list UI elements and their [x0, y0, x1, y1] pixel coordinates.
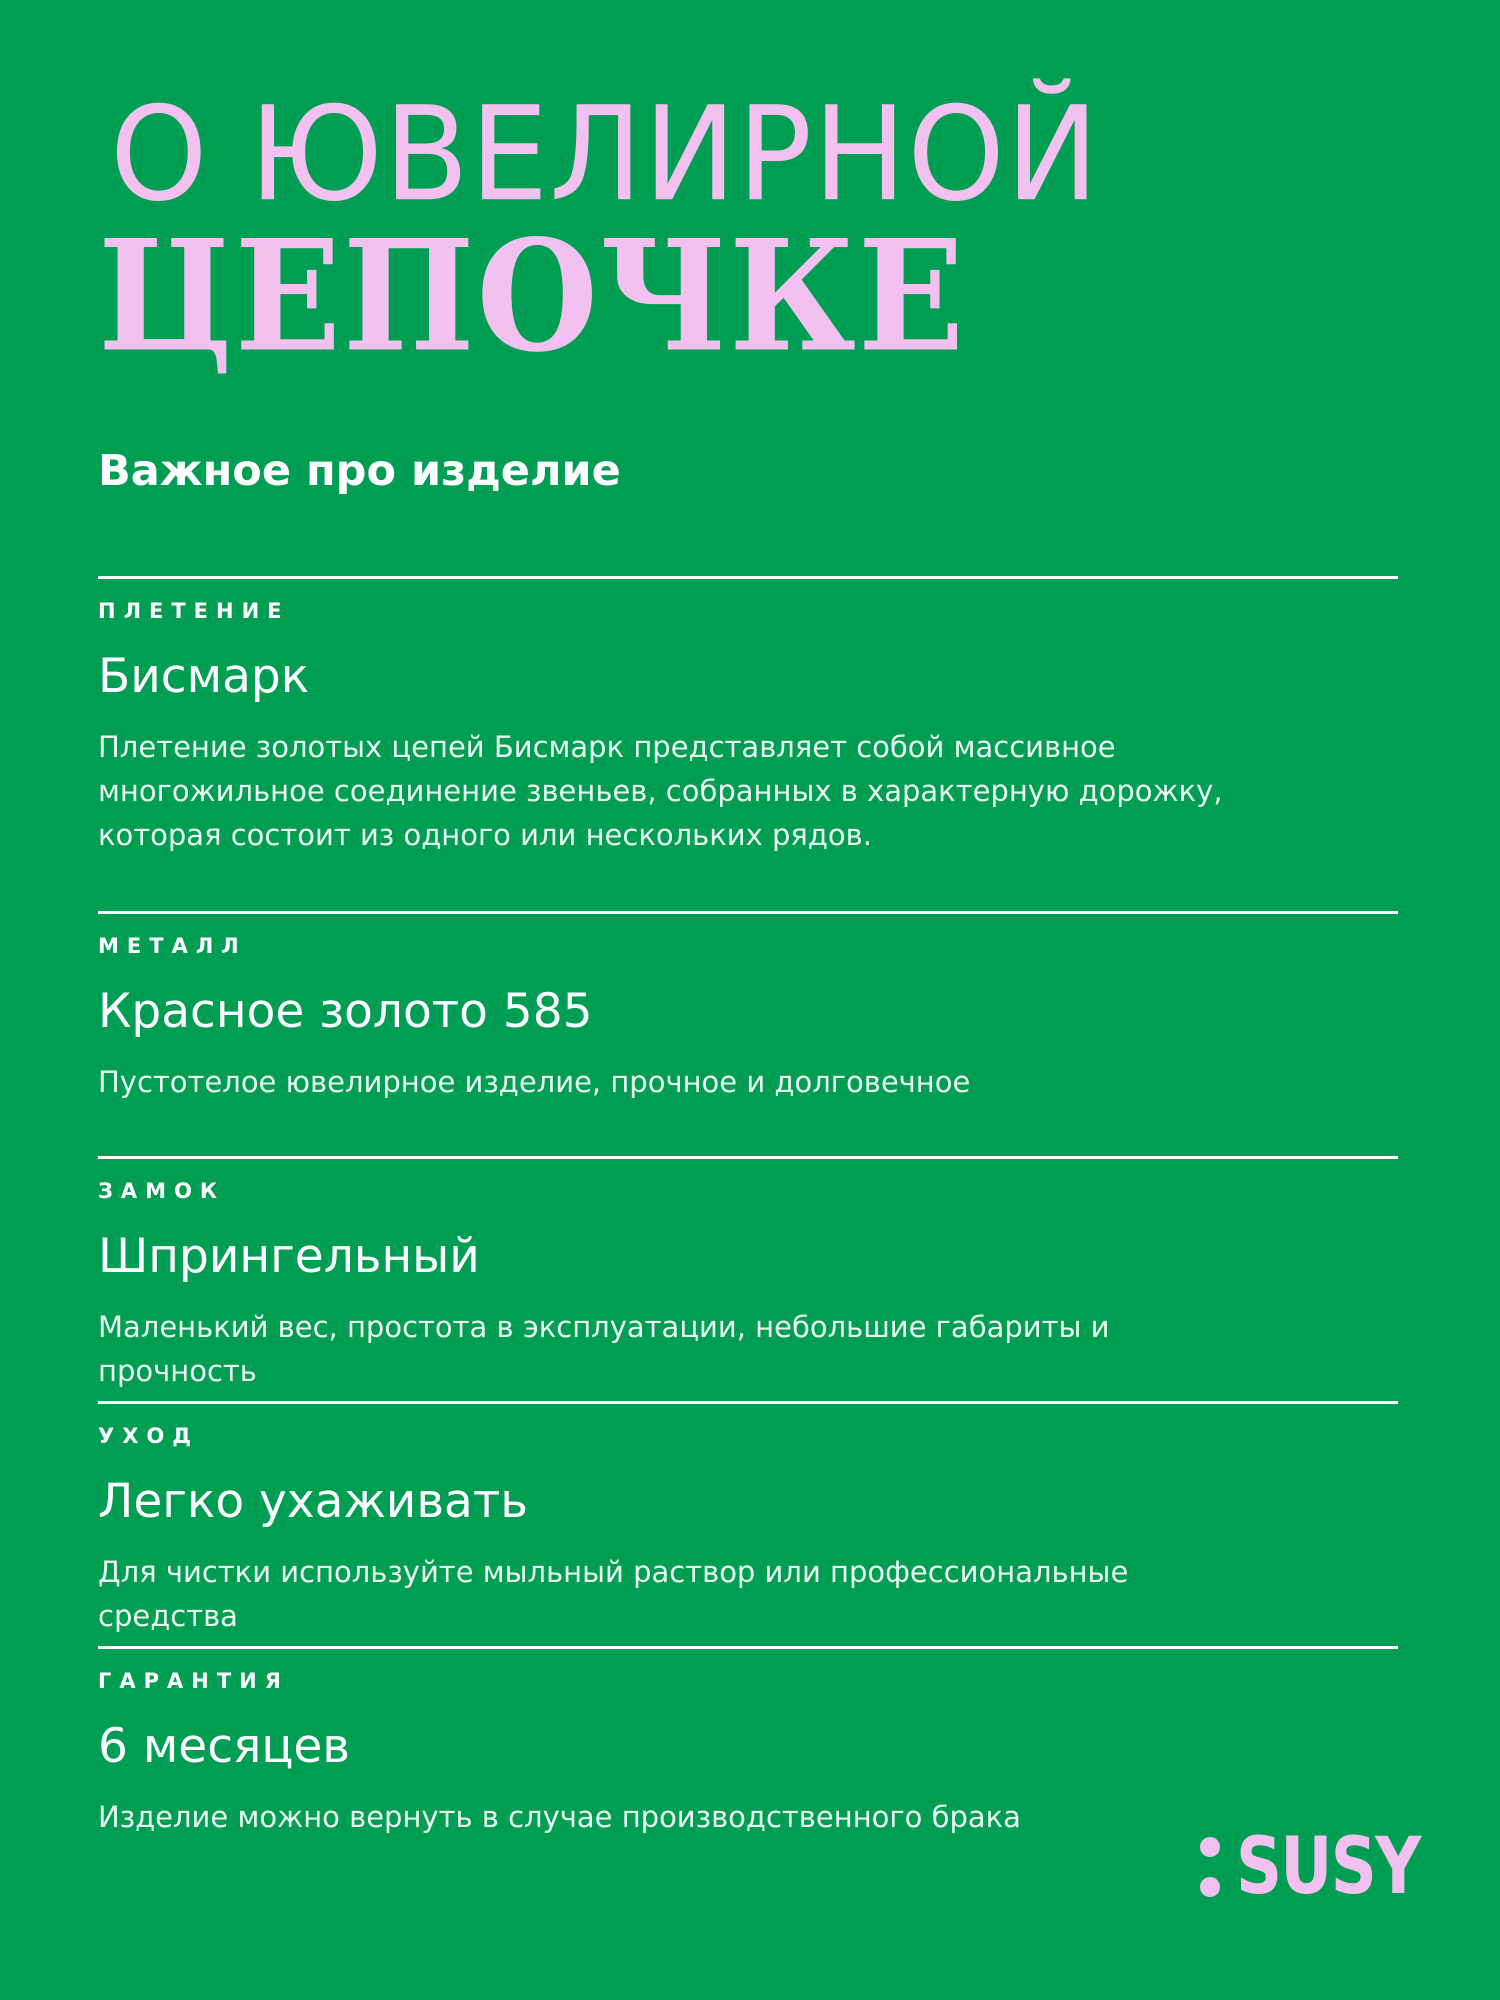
page-title — [98, 79, 1100, 387]
title-line-1: О ЮВЕЛИРНОЙ — [110, 79, 1100, 231]
section-description: Маленький вес, простота в эксплуатации, небольшие габариты и прочность — [98, 1309, 1110, 1388]
section-value: Легко ухаживать — [98, 1474, 528, 1529]
section-value: 6 месяцев — [98, 1719, 350, 1774]
section-metal — [98, 911, 1398, 1104]
section-description: Плетение золотых цепей Бисмарк представляет собой массивное многожильное соединение звеньев, собранных в характерную дорожку, которая состоит из одного или нескольких рядов. — [98, 729, 1223, 852]
section-label: ПЛЕТЕНИЕ — [98, 599, 290, 623]
section-weave — [98, 576, 1398, 857]
title-line-2: ЦЕПОЧКЕ — [98, 206, 967, 387]
section-label: ГАРАНТИЯ — [98, 1669, 289, 1693]
section-description: Пустотелое ювелирное изделие, прочное и долговечное — [98, 1064, 971, 1099]
section-clasp — [98, 1156, 1398, 1393]
logo-colon-icon — [1200, 1837, 1220, 1897]
section-description: Изделие можно вернуть в случае производственного брака — [98, 1799, 1021, 1834]
brand-logo — [1200, 1822, 1460, 1912]
section-value: Красное золото 585 — [98, 984, 593, 1039]
section-care — [98, 1401, 1398, 1638]
section-label: МЕТАЛЛ — [98, 934, 247, 958]
section-value: Бисмарк — [98, 649, 310, 704]
section-label: УХОД — [98, 1424, 199, 1448]
section-label: ЗАМОК — [98, 1179, 226, 1203]
section-warranty — [98, 1646, 1398, 1839]
section-subtitle: Важное про изделие — [98, 446, 621, 496]
section-value: Шпрингельный — [98, 1229, 480, 1284]
section-description: Для чистки используйте мыльный раствор или профессиональные средства — [98, 1554, 1129, 1633]
logo-text: SUSY — [1236, 1822, 1420, 1912]
